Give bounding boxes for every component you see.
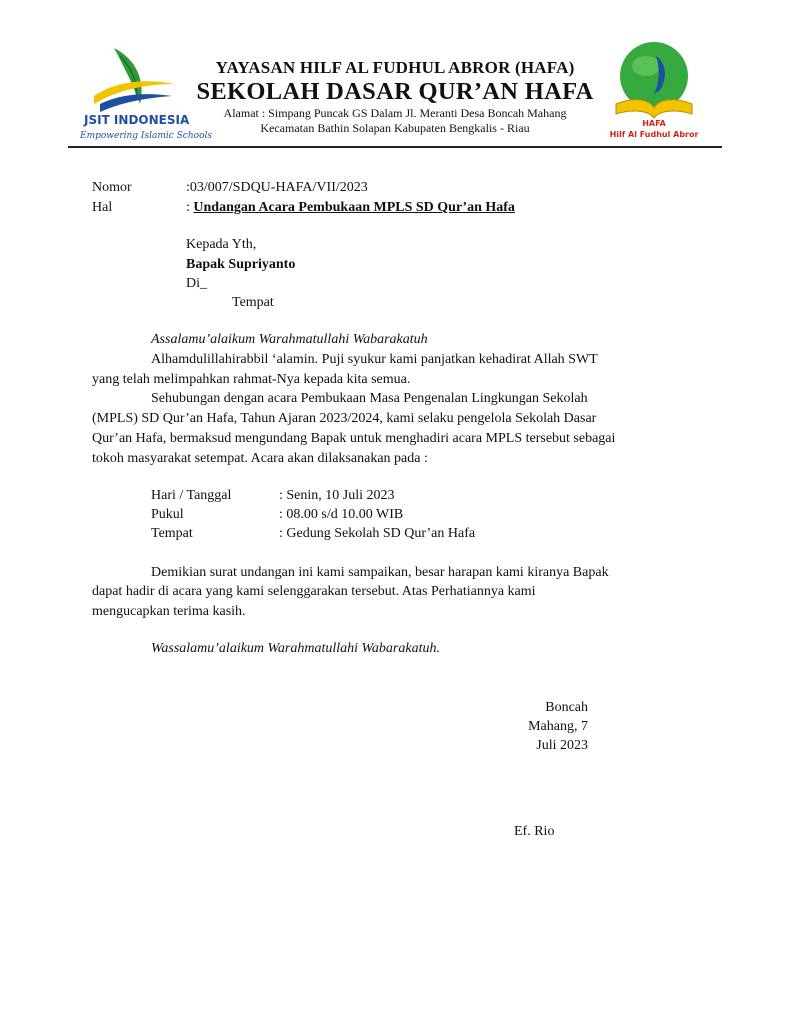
recipient-di: Di_	[186, 276, 207, 291]
detail-label-place: Tempat	[151, 526, 193, 541]
p1-line-1: Alhamdulillahirabbil ‘alamin. Puji syukur kami panjatkan kehadirat Allah SWT	[151, 352, 598, 367]
p3-line-2: dapat hadir di acara yang kami selenggarakan tersebut. Atas Perhatiannya kami	[92, 584, 536, 599]
detail-label-time: Pukul	[151, 507, 184, 522]
svg-text:HAFA: HAFA	[642, 119, 666, 128]
p3-line-1: Demikian surat undangan ini kami sampaikan, besar harapan kami kiranya Bapak	[151, 565, 609, 580]
letterhead-divider	[68, 146, 722, 148]
p2-line-4: tokoh masyarakat setempat. Acara akan dilaksanakan pada :	[92, 451, 428, 466]
address-line-1: Alamat : Simpang Puncak GS Dalam Jl. Meranti Desa Boncah Mahang	[223, 106, 567, 120]
detail-value-date: : Senin, 10 Juli 2023	[279, 488, 395, 503]
signature-name-cut	[514, 820, 614, 839]
recipient-name: Bapak Supriyanto	[186, 257, 296, 272]
hal-colon: :	[186, 200, 194, 215]
p2-line-3: Qur’an Hafa, bermaksud mengundang Bapak untuk menghadiri acara MPLS tersebut sebagai	[92, 431, 616, 446]
nomor-label: Nomor	[92, 180, 132, 195]
foundation-name: YAYASAN HILF AL FUDHUL ABROR (HAFA)	[215, 58, 575, 77]
detail-value-time: : 08.00 s/d 10.00 WIB	[279, 507, 404, 522]
svg-text:Empowering Islamic Schools: Empowering Islamic Schools	[80, 131, 212, 141]
svg-text:Hilf Al Fudhul Abror: Hilf Al Fudhul Abror	[609, 130, 699, 139]
nomor-value: :03/007/SDQU-HAFA/VII/2023	[186, 180, 368, 195]
school-name: SEKOLAH DASAR QUR’AN HAFA	[196, 78, 594, 105]
hal-line	[186, 198, 515, 218]
p3-line-3: mengucapkan terima kasih.	[92, 604, 246, 619]
signature-place-line-2: Mahang, 7	[528, 719, 588, 734]
recipient-greeting: Kepada Yth,	[186, 237, 257, 252]
hal-value: Undangan Acara Pembukaan MPLS SD Qur’an Hafa	[193, 200, 515, 215]
closing-salam: Wassalamu’alaikum Warahmatullahi Wabarakatuh.	[151, 641, 440, 656]
opening-salam: Assalamu’alaikum Warahmatullahi Wabarakatuh	[151, 332, 428, 347]
p1-line-2: yang telah melimpahkan rahmat-Nya kepada kita semua.	[92, 372, 411, 387]
p2-line-1: Sehubungan dengan acara Pembukaan Masa Pengenalan Lingkungan Sekolah	[151, 391, 588, 406]
address-line-2: Kecamatan Bathin Solapan Kabupaten Bengkalis - Riau	[260, 121, 530, 135]
signature-name: Ef. Rio	[514, 824, 555, 839]
detail-label-date: Hari / Tanggal	[151, 488, 232, 503]
signature-place-line-1: Boncah	[545, 700, 588, 715]
p2-line-2: (MPLS) SD Qur’an Hafa, Tahun Ajaran 2023/2024, kami selaku pengelola Sekolah Dasar	[92, 411, 597, 426]
svg-text:JSIT INDONESIA: JSIT INDONESIA	[84, 113, 190, 127]
detail-value-place: : Gedung Sekolah SD Qur’an Hafa	[279, 526, 476, 541]
signature-date: Juli 2023	[536, 738, 588, 753]
recipient-place: Tempat	[232, 295, 274, 310]
hal-label: Hal	[92, 200, 113, 215]
